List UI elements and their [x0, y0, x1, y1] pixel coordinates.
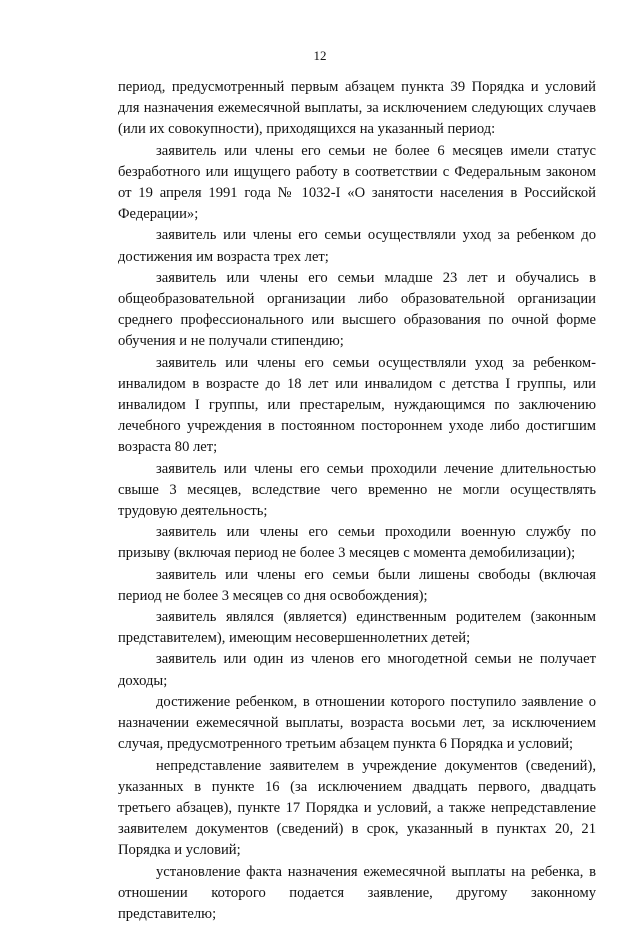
paragraph-childcare-under-3: заявитель или члены его семьи осуществляли уход за ребенком до достижения им возраста трех лет;: [118, 227, 596, 265]
paragraph-child-age-eight: достижение ребенком, в отношении которого поступило заявление о назначении ежемесячной выплаты, возраста восьми лет, за исключением случая, предусмотренного третьим абзацем пункта 6 Порядка и условий;: [118, 693, 596, 753]
paragraph-medical-treatment: заявитель или члены его семьи проходили лечение длительностью свыше 3 месяцев, вследствие чего временно не могли осуществлять трудовую деятельность;: [118, 460, 596, 520]
paragraph-students-under-23: заявитель или члены его семьи младше 23 лет и обучались в общеобразовательной организации либо образовательной организации среднего профессионального или высшего образования по очной форме обучения и не получали стипендию;: [118, 269, 596, 350]
document-body: [118, 77, 596, 925]
paragraph-missing-documents: непредставление заявителем в учреждение документов (сведений), указанных в пункте 16 (за исключением двадцать первого, двадцать третьего абзацев), пункте 17 Порядка и условий, а также непредставление заявителем документов (сведений) в срок, указанный в пунктах 20, 21 Порядка и условий;: [118, 757, 596, 859]
paragraph-imprisonment: заявитель или члены его семьи были лишены свободы (включая период не более 3 месяцев со дня освобождения);: [118, 566, 596, 604]
paragraph-military-service: заявитель или члены его семьи проходили военную службу по призыву (включая период не более 3 месяцев с момента демобилизации);: [118, 524, 596, 562]
paragraph-large-family: заявитель или один из членов его многодетной семьи не получает доходы;: [118, 651, 596, 689]
paragraph-intro: период, предусмотренный первым абзацем пункта 39 Порядка и условий для назначения ежемесячной выплаты, за исключением следующих случаев (или их совокупности), приходящихся на указанный период:: [118, 79, 596, 138]
paragraph-disabled-care: заявитель или члены его семьи осуществляли уход за ребенком-инвалидом в возрасте до 18 лет или инвалидом с детства I группы, или инвалидом I группы, или престарелым, нуждающимся по заключению лечебного учреждения в постоянном постороннем уходе либо достигшим возраста 80 лет;: [118, 354, 596, 456]
paragraph-other-representative: установление факта назначения ежемесячной выплаты на ребенка, в отношении которого подается заявление, другому законному представителю;: [118, 863, 596, 922]
page-number: 12: [313, 48, 327, 63]
paragraph-single-parent: заявитель являлся (является) единственным родителем (законным представителем), имеющим несовершеннолетних детей;: [118, 609, 596, 647]
paragraph-unemployed: заявитель или члены его семьи не более 6 месяцев имели статус безработного или ищущего работу в соответствии с Федеральным законом от 19 апреля 1991 года № 1032-I «О занятости населения в Российской Федерации»;: [118, 142, 596, 223]
